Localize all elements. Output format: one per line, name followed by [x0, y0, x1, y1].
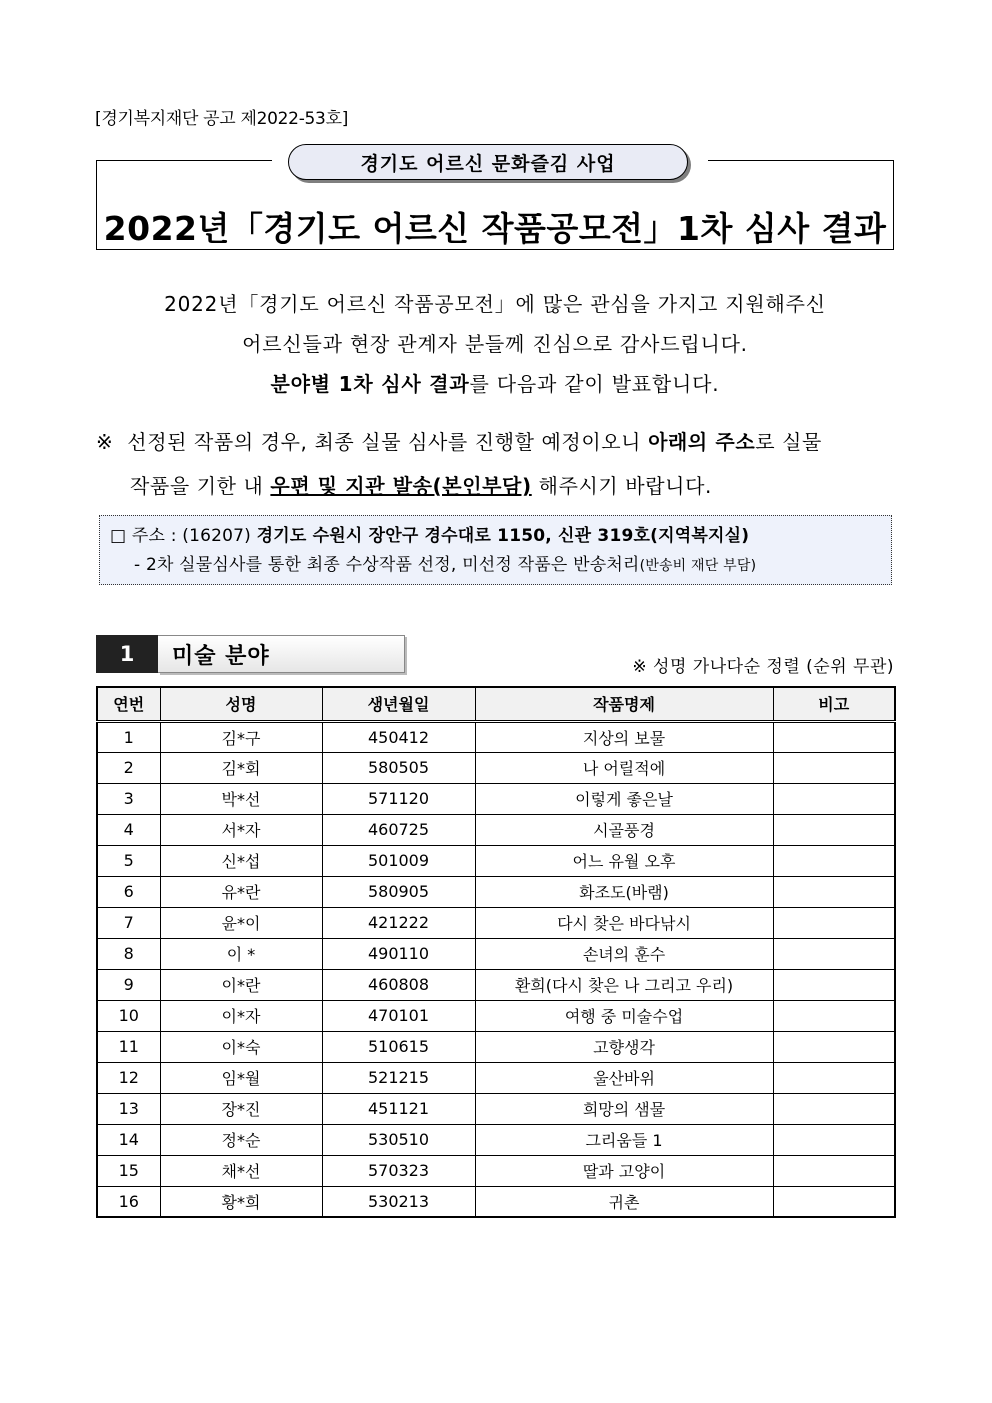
cell-work-title: 지상의 보물 — [475, 721, 773, 752]
cell-birthdate: 580505 — [322, 752, 475, 783]
note-underline-shipping: 우편 및 지관 발송(본인부담) — [270, 474, 532, 498]
cell-birthdate: 490110 — [322, 938, 475, 969]
table-row — [97, 876, 895, 907]
section-title: 미술 분야 — [158, 635, 405, 673]
cell-no: 9 — [97, 969, 160, 1000]
note-part-2: 로 실물 — [755, 430, 822, 454]
table-row — [97, 1031, 895, 1062]
cell-work-title: 손녀의 훈수 — [475, 938, 773, 969]
cell-work-title: 이렇게 좋은날 — [475, 783, 773, 814]
table-row — [97, 845, 895, 876]
cell-no: 14 — [97, 1124, 160, 1155]
cell-name: 장*진 — [160, 1093, 322, 1124]
header-remarks: 비고 — [773, 687, 895, 721]
cell-work-title: 그리움들 1 — [475, 1124, 773, 1155]
address-value: 경기도 수원시 장안구 경수대로 1150, 신관 319호(지역복지실) — [256, 526, 750, 546]
project-label: 경기도 어르신 문화즐김 사업 — [288, 144, 688, 180]
cell-remarks — [773, 1186, 895, 1217]
intro-text — [96, 284, 894, 404]
notice-number: [경기복지재단 공고 제2022-53호] — [95, 109, 349, 129]
cell-birthdate: 570323 — [322, 1155, 475, 1186]
note-bold-address: 아래의 주소 — [648, 430, 756, 454]
cell-remarks — [773, 814, 895, 845]
cell-name: 황*희 — [160, 1186, 322, 1217]
cell-no: 7 — [97, 907, 160, 938]
note-mark: ※ — [96, 430, 114, 454]
cell-no: 6 — [97, 876, 160, 907]
table-row — [97, 814, 895, 845]
cell-name: 이 * — [160, 938, 322, 969]
cell-no: 12 — [97, 1062, 160, 1093]
table-row — [97, 721, 895, 752]
cell-birthdate: 571120 — [322, 783, 475, 814]
cell-remarks — [773, 1062, 895, 1093]
table-row — [97, 907, 895, 938]
table-row — [97, 1186, 895, 1217]
intro-rest: 를 다음과 같이 발표합니다. — [469, 372, 720, 396]
cell-remarks — [773, 845, 895, 876]
cell-no: 15 — [97, 1155, 160, 1186]
cell-no: 8 — [97, 938, 160, 969]
cell-no: 2 — [97, 752, 160, 783]
cell-name: 서*자 — [160, 814, 322, 845]
table-row — [97, 1062, 895, 1093]
section-number: 1 — [96, 635, 158, 673]
intro-bold: 분야별 1차 심사 결과 — [270, 372, 470, 396]
cell-remarks — [773, 1124, 895, 1155]
cell-birthdate: 530213 — [322, 1186, 475, 1217]
header-name: 성명 — [160, 687, 322, 721]
cell-birthdate: 450412 — [322, 721, 475, 752]
main-title: 2022년「경기도 어르신 작품공모전」1차 심사 결과 — [103, 209, 887, 248]
address-line — [110, 522, 881, 551]
note-part-1: 선정된 작품의 경우, 최종 실물 심사를 진행할 예정이오니 — [127, 430, 642, 454]
cell-work-title: 여행 중 미술수업 — [475, 1000, 773, 1031]
table-row — [97, 1093, 895, 1124]
cell-name: 윤*이 — [160, 907, 322, 938]
cell-name: 유*란 — [160, 876, 322, 907]
cell-remarks — [773, 938, 895, 969]
cell-birthdate: 510615 — [322, 1031, 475, 1062]
address-label: □ 주소 : (16207) — [110, 526, 251, 546]
cell-work-title: 울산바위 — [475, 1062, 773, 1093]
address-sub-text: - 2차 실물심사를 통한 최종 수상작품 선정, 미선정 작품은 반송처리 — [134, 555, 640, 575]
submission-note — [96, 420, 906, 508]
cell-no: 4 — [97, 814, 160, 845]
table-row — [97, 1000, 895, 1031]
cell-birthdate: 451121 — [322, 1093, 475, 1124]
cell-work-title: 고향생각 — [475, 1031, 773, 1062]
cell-work-title: 희망의 샘물 — [475, 1093, 773, 1124]
cell-birthdate: 460725 — [322, 814, 475, 845]
note-part-3: 작품을 기한 내 — [130, 474, 264, 498]
results-table — [96, 686, 896, 1218]
table-row — [97, 1124, 895, 1155]
cell-birthdate: 521215 — [322, 1062, 475, 1093]
cell-remarks — [773, 721, 895, 752]
header-work-title: 작품명제 — [475, 687, 773, 721]
cell-birthdate: 421222 — [322, 907, 475, 938]
table-row — [97, 969, 895, 1000]
project-label-wrap — [272, 142, 708, 186]
sort-note: ※ 성명 가나다순 정렬 (순위 무관) — [632, 657, 894, 677]
cell-no: 10 — [97, 1000, 160, 1031]
cell-name: 임*월 — [160, 1062, 322, 1093]
table-row — [97, 1155, 895, 1186]
cell-birthdate: 580905 — [322, 876, 475, 907]
header-birthdate: 생년월일 — [322, 687, 475, 721]
header-no: 연번 — [97, 687, 160, 721]
cell-name: 이*란 — [160, 969, 322, 1000]
note-line-1 — [96, 420, 906, 464]
cell-remarks — [773, 752, 895, 783]
cell-remarks — [773, 1031, 895, 1062]
cell-no: 5 — [97, 845, 160, 876]
cell-work-title: 딸과 고양이 — [475, 1155, 773, 1186]
intro-line-1: 2022년「경기도 어르신 작품공모전」에 많은 관심을 가지고 지원해주신 — [164, 292, 826, 316]
cell-remarks — [773, 1093, 895, 1124]
cell-work-title: 귀촌 — [475, 1186, 773, 1217]
address-sub — [110, 551, 881, 581]
cell-birthdate: 501009 — [322, 845, 475, 876]
cell-remarks — [773, 1000, 895, 1031]
cell-birthdate: 460808 — [322, 969, 475, 1000]
cell-work-title: 화조도(바램) — [475, 876, 773, 907]
cell-no: 16 — [97, 1186, 160, 1217]
cell-name: 이*숙 — [160, 1031, 322, 1062]
cell-work-title: 환희(다시 찾은 나 그리고 우리) — [475, 969, 773, 1000]
cell-birthdate: 530510 — [322, 1124, 475, 1155]
table-header-row — [97, 687, 895, 721]
cell-no: 1 — [97, 721, 160, 752]
cell-name: 채*선 — [160, 1155, 322, 1186]
address-sub-small: (반송비 재단 부담) — [639, 558, 757, 574]
cell-no: 11 — [97, 1031, 160, 1062]
cell-remarks — [773, 907, 895, 938]
note-part-4: 해주시기 바랍니다. — [538, 474, 712, 498]
cell-name: 정*순 — [160, 1124, 322, 1155]
table-row — [97, 783, 895, 814]
cell-no: 13 — [97, 1093, 160, 1124]
cell-birthdate: 470101 — [322, 1000, 475, 1031]
cell-work-title: 시골풍경 — [475, 814, 773, 845]
cell-name: 신*섭 — [160, 845, 322, 876]
cell-remarks — [773, 1155, 895, 1186]
address-box — [99, 515, 892, 585]
cell-work-title: 어느 유월 오후 — [475, 845, 773, 876]
cell-work-title: 다시 찾은 바다낚시 — [475, 907, 773, 938]
cell-name: 김*회 — [160, 752, 322, 783]
cell-remarks — [773, 783, 895, 814]
intro-line-3 — [96, 364, 894, 404]
cell-work-title: 나 어릴적에 — [475, 752, 773, 783]
cell-name: 김*구 — [160, 721, 322, 752]
note-line-2 — [96, 464, 906, 508]
cell-no: 3 — [97, 783, 160, 814]
table-row — [97, 938, 895, 969]
cell-name: 박*선 — [160, 783, 322, 814]
cell-name: 이*자 — [160, 1000, 322, 1031]
cell-remarks — [773, 876, 895, 907]
cell-remarks — [773, 969, 895, 1000]
intro-line-2: 어르신들과 현장 관계자 분들께 진심으로 감사드립니다. — [242, 332, 748, 356]
table-row — [97, 752, 895, 783]
